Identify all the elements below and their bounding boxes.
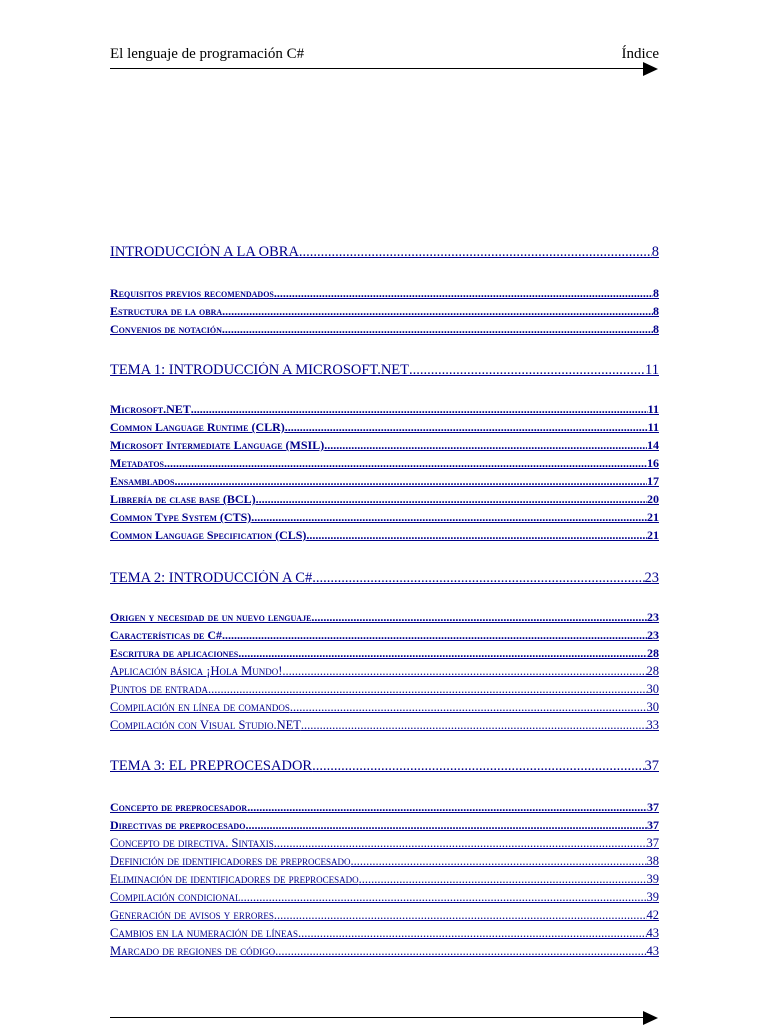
toc-entry-page: 11 (647, 420, 659, 434)
toc-entry-title: Convenios de notación (110, 322, 222, 336)
toc-entry-page: 43 (646, 944, 659, 958)
toc-entry-title: Microsoft.NET (110, 402, 191, 416)
toc-leader-dots (324, 438, 647, 453)
toc-entry-title: Concepto de directiva. Sintaxis (110, 836, 274, 850)
toc-leader-dots (222, 322, 653, 337)
toc-entry-title: Marcado de regiones de código (110, 944, 276, 958)
toc-entry-page: 39 (646, 872, 659, 886)
toc-leader-dots (301, 718, 647, 733)
toc-entry-title: Puntos de entrada (110, 682, 209, 696)
toc-entry-title: Directivas de preprocesado (110, 818, 246, 832)
toc-entry-page: 21 (647, 528, 659, 542)
toc-leader-dots (351, 854, 647, 869)
toc-leader-dots (274, 908, 647, 923)
toc-entry[interactable] (110, 322, 659, 337)
toc-entry[interactable] (110, 510, 659, 525)
toc-entry-title: Common Type System (CTS) (110, 510, 252, 524)
page-header (110, 46, 659, 64)
toc-leader-dots (275, 944, 646, 959)
toc-leader-dots (247, 800, 647, 815)
toc-entry-title: TEMA 2: INTRODUCCIÓN A C# (110, 570, 313, 586)
toc-leader-dots (359, 872, 647, 887)
toc-entry-page: 11 (645, 362, 659, 378)
toc-entry-page: 37 (646, 836, 659, 850)
toc-entry[interactable] (110, 286, 659, 301)
toc-entry[interactable] (110, 610, 659, 625)
header-arrow-icon (643, 62, 658, 76)
toc-entry-page: 28 (647, 646, 659, 660)
toc-entry[interactable] (110, 304, 659, 319)
toc-entry[interactable] (110, 908, 659, 923)
header-rule (110, 68, 644, 69)
toc-entry-title: TEMA 3: EL PREPROCESADOR (110, 758, 313, 774)
toc-entry-title: Microsoft Intermediate Language (MSIL) (110, 438, 325, 452)
toc-entry-title: Librería de clase base (BCL) (110, 492, 256, 506)
toc-entry[interactable] (110, 528, 659, 543)
toc-leader-dots (290, 700, 647, 715)
toc-entry-page: 8 (651, 244, 659, 260)
toc-entry-title: Aplicación básica ¡Hola Mundo! (110, 664, 283, 678)
toc-entry-title: Ensamblados (110, 474, 175, 488)
footer-rule (110, 1017, 644, 1018)
toc-entry-page: 21 (647, 510, 659, 524)
toc-entry-title: Common Language Specification (CLS) (110, 528, 307, 542)
toc-entry[interactable] (110, 700, 659, 715)
toc-entry[interactable] (110, 402, 659, 417)
toc-entry[interactable] (110, 800, 659, 815)
toc-leader-dots (240, 890, 646, 905)
toc-entry-page: 16 (647, 456, 659, 470)
toc-entry-page: 37 (644, 758, 659, 774)
toc-entry[interactable] (110, 854, 659, 869)
toc-entry-page: 8 (653, 322, 659, 336)
toc-entry-page: 37 (647, 818, 659, 832)
toc-leader-dots (306, 528, 647, 543)
toc-entry[interactable] (110, 944, 659, 959)
toc-entry-title: INTRODUCCIÓN A LA OBRA (110, 244, 299, 260)
toc-entry-title: Common Language Runtime (CLR) (110, 420, 285, 434)
toc-entry[interactable] (110, 362, 659, 379)
toc-entry-title: Definición de identificadores de preprocesado (110, 854, 351, 868)
toc-entry-page: 30 (646, 682, 659, 696)
toc-entry[interactable] (110, 646, 659, 661)
toc-entry-title: Origen y necesidad de un nuevo lenguaje (110, 610, 312, 624)
toc-entry-page: 39 (646, 890, 659, 904)
toc-entry-title: Eliminación de identificadores de preprocesado (110, 872, 359, 886)
toc-entry[interactable] (110, 420, 659, 435)
toc-entry[interactable] (110, 718, 659, 733)
toc-leader-dots (245, 818, 647, 833)
toc-entry-title: Metadatos (110, 456, 165, 470)
toc-entry-page: 42 (646, 908, 659, 922)
toc-entry[interactable] (110, 890, 659, 905)
toc-entry[interactable] (110, 818, 659, 833)
toc-entry-page: 23 (647, 610, 659, 624)
toc-entry-title: Características de C# (110, 628, 223, 642)
toc-leader-dots (238, 646, 647, 661)
toc-entry-page: 33 (646, 718, 659, 732)
toc-entry-page: 38 (646, 854, 659, 868)
toc-entry-page: 43 (646, 926, 659, 940)
toc-entry[interactable] (110, 456, 659, 471)
toc-entry[interactable] (110, 474, 659, 489)
toc-entry-title: Cambios en la numeración de líneas (110, 926, 298, 940)
toc-entry-title: Estructura de la obra (110, 304, 223, 318)
toc-entry-title: Compilación condicional (110, 890, 241, 904)
toc-leader-dots (256, 492, 647, 507)
toc-entry-page: 23 (647, 628, 659, 642)
toc-leader-dots (251, 510, 647, 525)
toc-entry-title: Requisitos previos recomendados (110, 286, 274, 300)
toc-entry-title: Generación de avisos y errores (110, 908, 274, 922)
toc-leader-dots (174, 474, 647, 489)
toc-entry[interactable] (110, 682, 659, 697)
toc-leader-dots (164, 456, 647, 471)
toc-entry[interactable] (110, 836, 659, 851)
toc-leader-dots (222, 304, 653, 319)
toc-entry-page: 20 (647, 492, 659, 506)
toc-leader-dots (409, 362, 645, 379)
toc-entry-title: Escritura de aplicaciones (110, 646, 239, 660)
toc-entry[interactable] (110, 926, 659, 941)
toc-leader-dots (299, 244, 652, 261)
toc-entry[interactable] (110, 492, 659, 507)
toc-entry[interactable] (110, 438, 659, 453)
toc-entry-page: 8 (653, 286, 659, 300)
toc-entry-page: 8 (653, 304, 659, 318)
toc-leader-dots (222, 628, 647, 643)
toc-leader-dots (208, 682, 646, 697)
toc-entry-page: 28 (646, 664, 659, 678)
toc-entry-page: 11 (647, 402, 659, 416)
toc-leader-dots (274, 836, 647, 851)
toc-entry[interactable] (110, 664, 659, 679)
toc-entry[interactable] (110, 872, 659, 887)
toc-leader-dots (274, 286, 653, 301)
toc-leader-dots (282, 664, 646, 679)
toc-entry-title: Compilación con Visual Studio.NET (110, 718, 301, 732)
toc-entry[interactable] (110, 570, 659, 587)
toc-leader-dots (191, 402, 648, 417)
toc-leader-dots (312, 570, 644, 587)
toc-entry-title: Concepto de preprocesador (110, 800, 248, 814)
toc-entry[interactable] (110, 758, 659, 775)
toc-entry-title: TEMA 1: INTRODUCCIÓN A MICROSOFT.NET (110, 362, 410, 378)
toc-entry[interactable] (110, 244, 659, 261)
toc-leader-dots (298, 926, 647, 941)
header-title: El lenguaje de programación C# (110, 46, 305, 62)
footer-arrow-icon (643, 1011, 658, 1025)
toc-entry-title: Compilación en línea de comandos (110, 700, 290, 714)
toc-entry-page: 14 (647, 438, 659, 452)
toc-leader-dots (312, 758, 644, 775)
header-section: Índice (621, 46, 659, 62)
toc-entry-page: 23 (644, 570, 659, 586)
toc-entry-page: 30 (646, 700, 659, 714)
toc-leader-dots (311, 610, 647, 625)
toc-entry-page: 17 (647, 474, 659, 488)
toc-entry-page: 37 (647, 800, 659, 814)
toc-entry[interactable] (110, 628, 659, 643)
toc-leader-dots (285, 420, 648, 435)
